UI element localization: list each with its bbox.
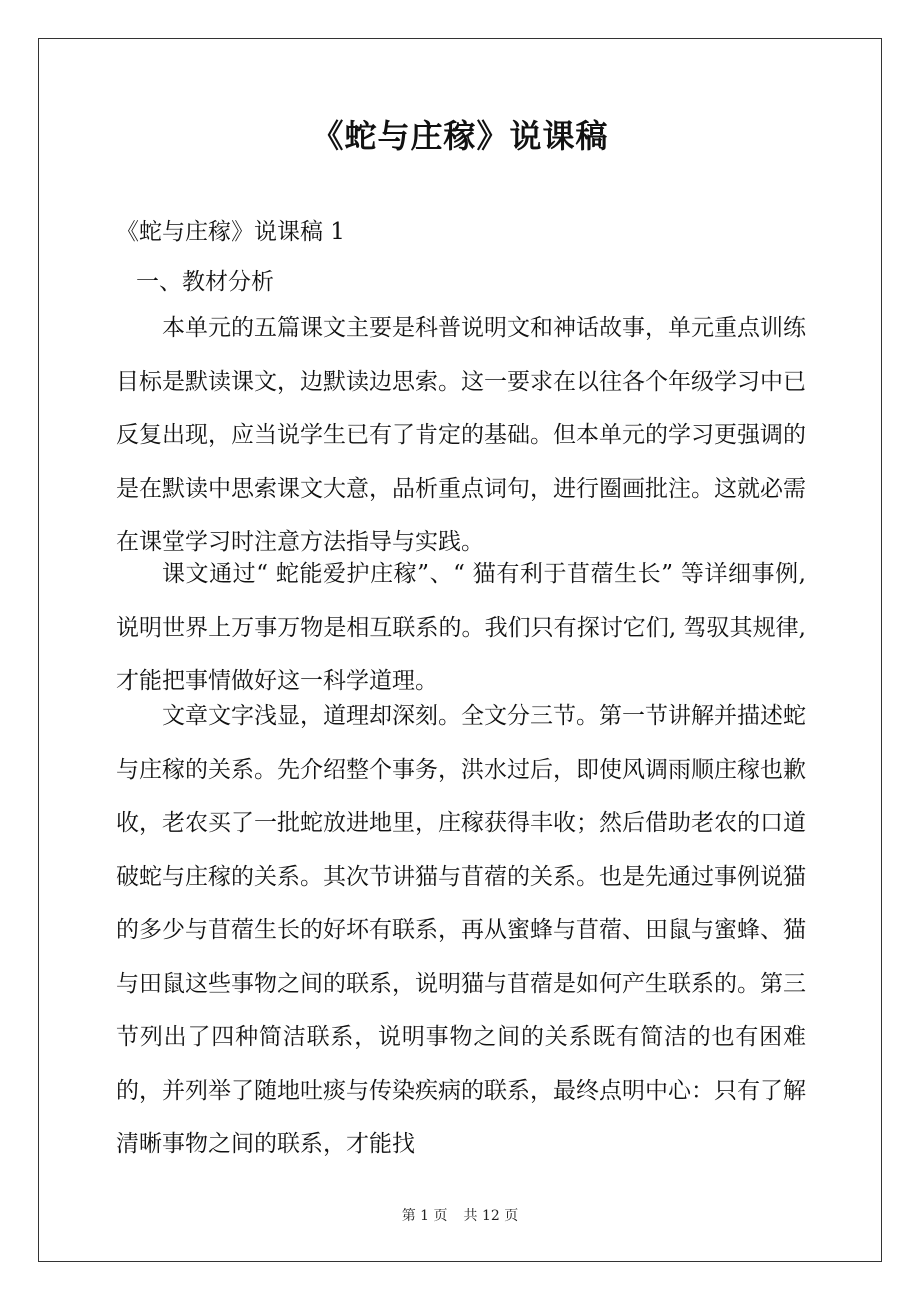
page-number-current: 第 1 页	[401, 1208, 448, 1224]
document-title: 《蛇与庄稼》说课稿	[311, 117, 609, 155]
document-subtitle: 《蛇与庄稼》说课稿 1	[116, 219, 345, 245]
paragraph-3: 文章文字浅显，道理却深刻。全文分三节。第一节讲解并描述蛇与庄稼的关系。先介绍整个事务，洪水过后，即使风调雨顺庄稼也歉收，老农买了一批蛇放进地里，庄稼获得丰收；然后借助老农的口道破蛇与庄稼的关系。其次节讲猫与苜蓿的关系。也是先通过事例说猫的多少与苜蓿生长的好坏有联系，再从蜜蜂与苜蓿、田鼠与蜜蜂、猫与田鼠这些事物之间的联系，说明猫与苜蓿是如何产生联系的。第三节列出了四种简洁联系，说明事物之间的关系既有简洁的也有困难的，并列举了随地吐痰与传染疾病的联系，最终点明中心：只有了解清晰事物之间的联系，才能找	[116, 703, 806, 1157]
paragraph-2: 课文通过“ 蛇能爱护庄稼”、“ 猫有利于苜蓿生长” 等详细事例, 说明世界上万事万物是相互联系的。我们只有探讨它们, 驾驭其规律, 才能把事情做好这一科学道理。	[116, 561, 806, 694]
paragraph-1: 本单元的五篇课文主要是科普说明文和神话故事，单元重点训练目标是默读课文，边默读边思索。这一要求在以往各个年级学习中已反复出现，应当说学生已有了肯定的基础。但本单元的学习更强调的是在默读中思索课文大意，品析重点词句，进行圈画批注。这就必需在课堂学习时注意方法指导与实践。	[116, 315, 806, 555]
section-heading: 一、教材分析	[136, 269, 274, 295]
page-footer	[0, 1206, 920, 1226]
page-number-total: 共 12 页	[463, 1208, 519, 1224]
